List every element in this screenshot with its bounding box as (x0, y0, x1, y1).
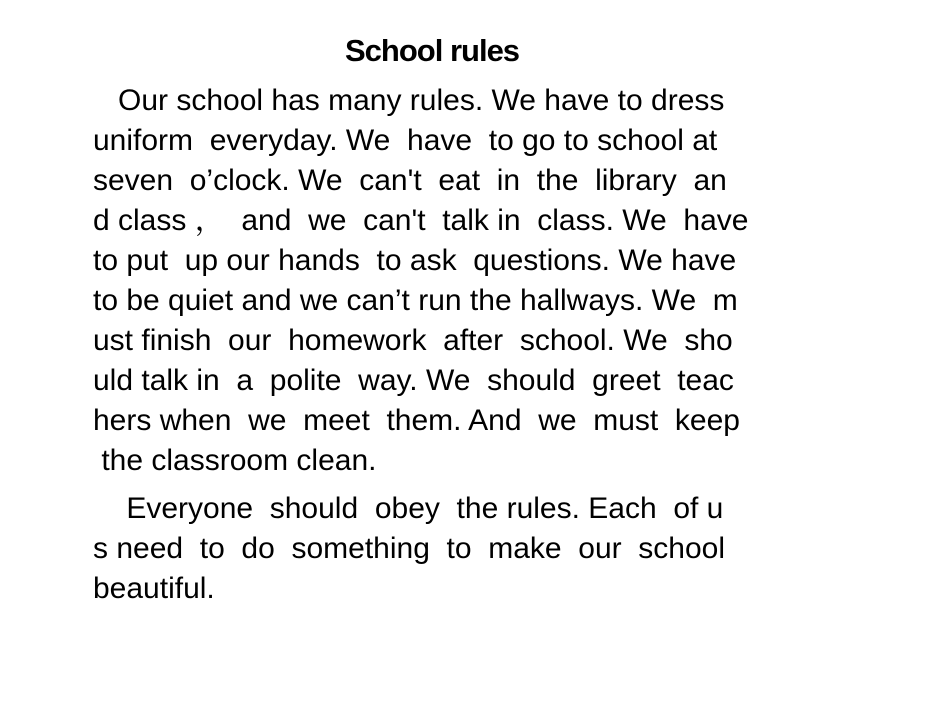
text-line: to put up our hands to ask questions. We have (93, 244, 737, 277)
text-line: uniform everyday. We have to go to school at (93, 124, 718, 157)
text-line: s need to do something to make our school (93, 532, 726, 565)
text-line: seven o’clock. We can't eat in the library an (93, 164, 727, 197)
text-line: the classroom clean. (93, 444, 377, 477)
paragraph-2 (93, 489, 913, 609)
text-line: Our school has many rules. We have to dress (93, 84, 725, 117)
paragraph-1 (93, 81, 913, 481)
text-line: beautiful. (93, 572, 215, 605)
text-line: Everyone should obey the rules. Each of u (93, 492, 724, 525)
text-line: to be quiet and we can’t run the hallways. We m (93, 284, 738, 317)
text-line: uld talk in a polite way. We should greet teac (93, 364, 734, 397)
text-line: ust finish our homework after school. We sho (93, 324, 733, 357)
text-line: d class ， and we can't talk in class. We have (93, 204, 749, 237)
text-line: hers when we meet them. And we must keep (93, 404, 740, 437)
document-title: School rules (345, 33, 520, 68)
